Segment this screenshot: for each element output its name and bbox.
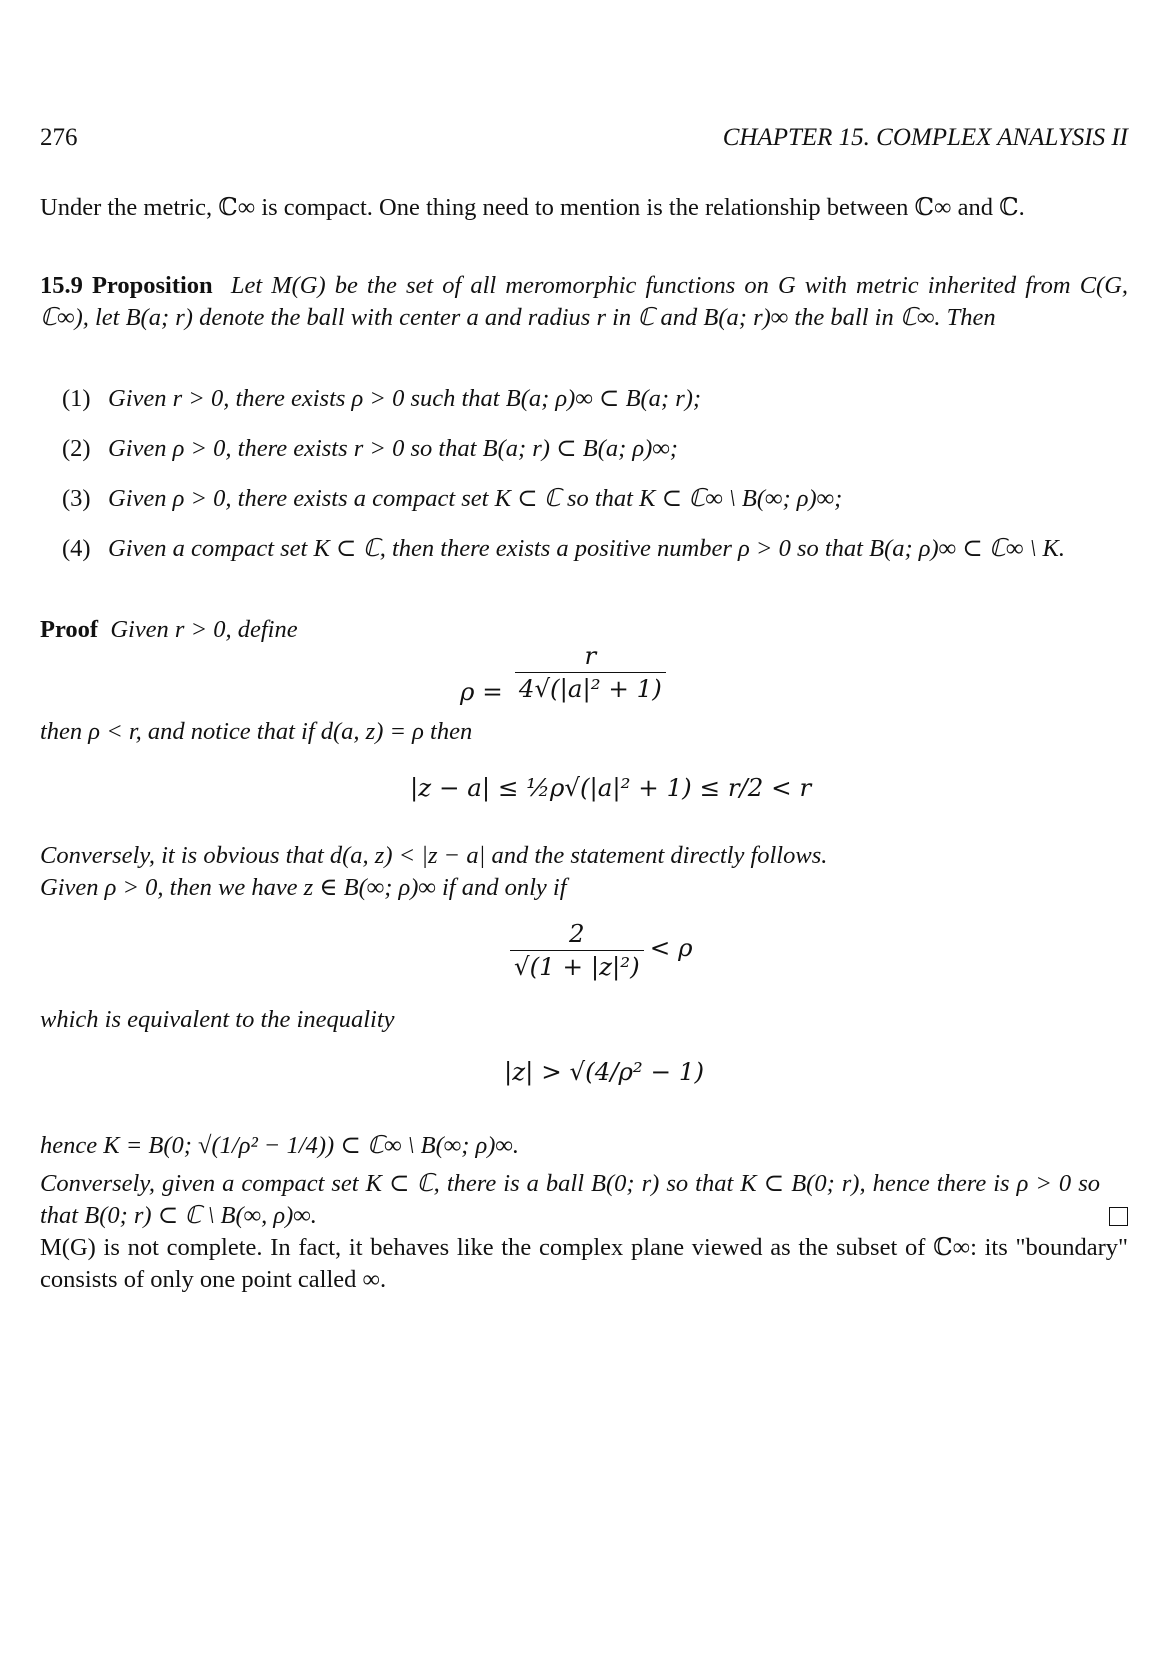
proof-line: Given r > 0, define [110,616,298,643]
proof-line-6: hence K = B(0; √(1/ρ² − 1/4)) ⊂ ℂ∞ \ B(∞; ρ)∞. [40,1132,519,1159]
equation-text: |z| > √(4/ρ² − 1) [504,1057,705,1086]
proof-line-5: which is equivalent to the inequality [40,1006,395,1033]
proof-line-4: Given ρ > 0, then we have z ∈ B(∞; ρ)∞ if and only if [40,874,567,901]
proof-line-3: Conversely, it is obvious that d(a, z) < |z − a| and the statement directly follows. [40,842,828,869]
proposition-text: Let M(G) be the set of all meromorphic functions on G with metric inherited from C(G, ℂ∞), let B(a; r) denote the ball with center a and radius r in ℂ and B(a; r)∞ the ball in ℂ∞. Then [40,272,1129,331]
item-label: (1) [62,385,91,412]
proposition-label: 15.9 Proposition [40,272,213,299]
proof-line-2: then ρ < r, and notice that if d(a, z) = ρ then [40,718,473,745]
item-label: (2) [62,435,91,462]
proposition-statement [40,270,1128,334]
equation-lhs: ρ = [460,677,503,707]
fraction-numerator: r [584,641,597,670]
running-head [40,122,1128,154]
qed-symbol [1109,1207,1128,1226]
item-text: Given ρ > 0, there exists a compact set K ⊂ ℂ so that K ⊂ ℂ∞ \ B(∞; ρ)∞; [108,485,843,512]
item-text: Given ρ > 0, there exists r > 0 so that B(a; r) ⊂ B(a; ρ)∞; [108,435,678,462]
item-text: Given r > 0, there exists ρ > 0 such that B(a; ρ)∞ ⊂ B(a; r); [108,385,702,412]
equation-rhs: < ρ [649,933,693,963]
item-label: (4) [62,535,91,562]
proof-line-7: Conversely, given a compact set K ⊂ ℂ, there is a ball B(0; r) so that K ⊂ B(0; r), hence there is ρ > 0 so that B(0; r) ⊂ ℂ \ B(∞, ρ)∞. [40,1170,1100,1229]
item-label: (3) [62,485,91,512]
proof-label: Proof [40,616,99,643]
fraction-denominator: 4√(|a|² + 1) [515,672,666,705]
fraction-denominator: √(1 + |z|²) [510,950,644,983]
page-number: 276 [40,124,78,151]
intro-paragraph: Under the metric, ℂ∞ is compact. One thing need to mention is the relationship between ℂ∞ and ℂ. [40,194,1025,221]
equation-text: |z − a| ≤ ½ρ√(|a|² + 1) ≤ r/2 < r [410,773,812,802]
chapter-title: CHAPTER 15. COMPLEX ANALYSIS II [722,124,1128,151]
fraction-numerator: 2 [569,919,585,948]
closing-paragraph: M(G) is not complete. In fact, it behaves like the complex plane viewed as the subset of ℂ∞: its "boundary" consists of only one point called ∞. [40,1234,1128,1293]
item-text: Given a compact set K ⊂ ℂ, then there exists a positive number ρ > 0 so that B(a; ρ)∞ ⊂ ℂ∞ \ K. [108,535,1066,562]
